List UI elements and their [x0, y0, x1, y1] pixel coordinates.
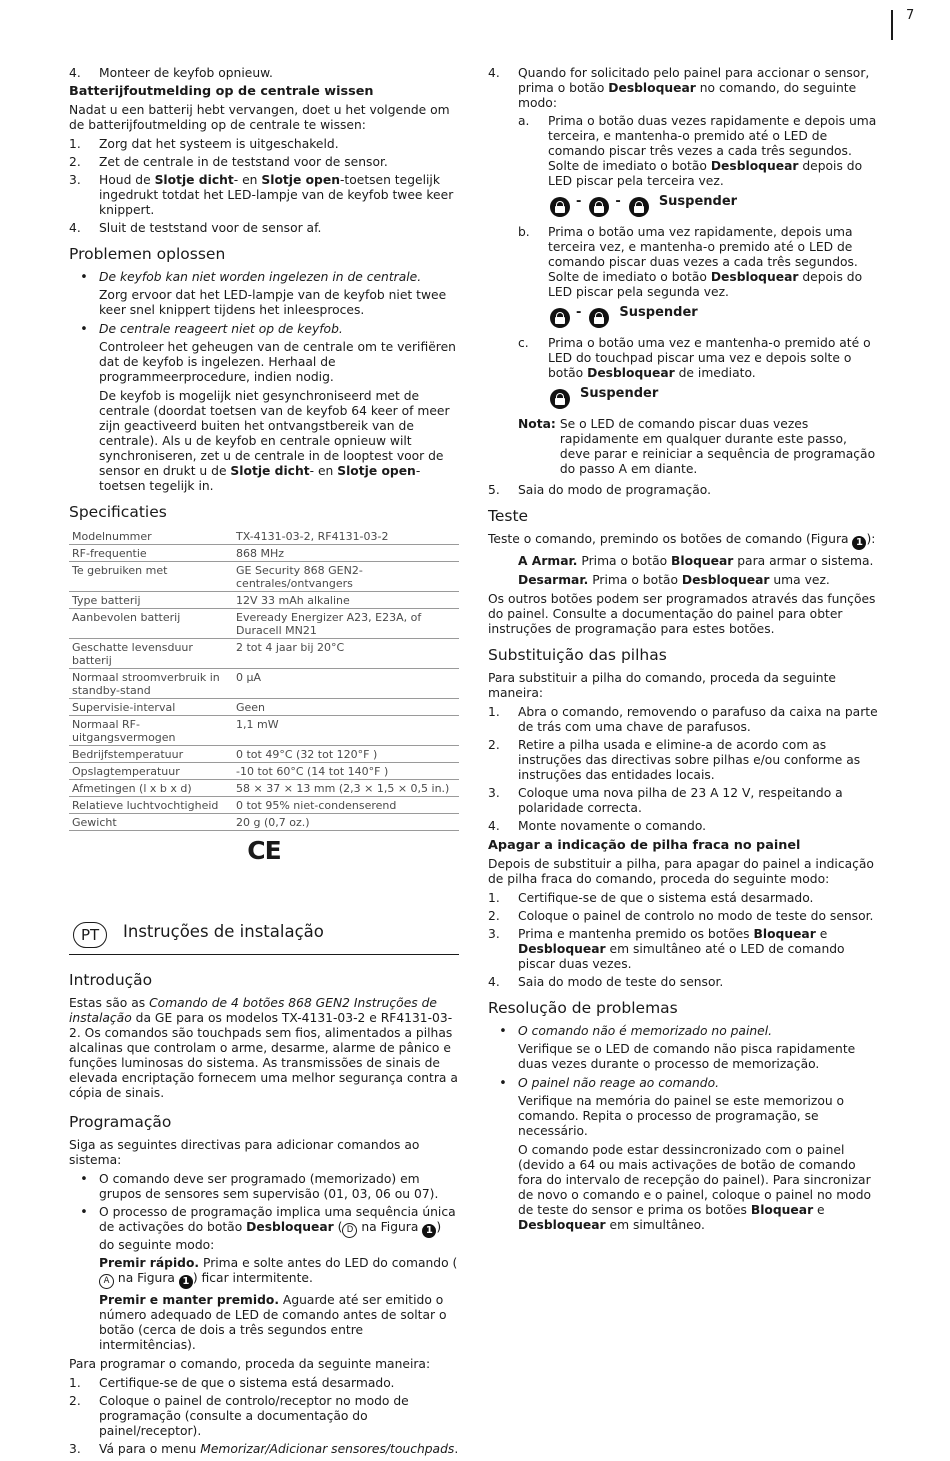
- language-section-header: [69, 920, 459, 955]
- table-row: Gewicht 20 g (0,7 oz.): [69, 814, 459, 831]
- unlock-icon: [629, 197, 649, 217]
- bullet-item: • De keyfob kan niet worden ingelezen in de centrale.: [69, 270, 459, 285]
- paragraph: Controleer het geheugen van de centrale om te verifiëren dat de keyfob is ingelezen. Herhaal de programmeerprocedure, indien nodig.: [99, 340, 456, 384]
- button-sequence: - Suspender: [550, 308, 878, 328]
- paragraph: De keyfob is mogelijk niet gesynchroniseerd met de centrale (doordat toetsen van de keyfob 64 keer of meer zijn geactiveerd buiten het ontvangstbereik van de centrale). Als u de keyfob en centrale opnieuw wilt synchroniseren, zet u de centrale in de looptest voor de sensor en drukt u de Slotje dicht- en Slotje open-toetsen tegelijk in.: [99, 389, 450, 493]
- paragraph: Estas são as Comando de 4 botões 868 GEN2 Instruções de instalação da GE para os modelos TX-4131-03-2 e RF4131-03-2. Os comandos são touchpads sem fios, alimentados a pilhas alcalinas que controlam o arme, desarme, alarme de pânico e funções luminosas do sistema. As transmissões de sinais de elevada encriptação fornecem uma melhor segurança contra a cópia de sinais.: [69, 996, 458, 1100]
- list-item: 3. Vá para o menu Memorizar/Adicionar sensores/touchpads.: [69, 1442, 459, 1456]
- section-heading: Introdução: [69, 971, 153, 989]
- list-item: 2. Coloque o painel de controlo no modo de teste do sensor.: [488, 909, 874, 923]
- list-item: 1. Certifique-se de que o sistema está desarmado.: [488, 891, 814, 905]
- paragraph: Os outros botões podem ser programados através das funções do painel. Consulte a documentação do painel para obter instruções de programação para estes botões.: [488, 592, 876, 636]
- ordered-list: [69, 1376, 459, 1457]
- figure-1-icon: 1: [422, 1224, 436, 1238]
- list-item: 5. Saia do modo de programação.: [488, 483, 711, 497]
- paragraph: Zorg ervoor dat het LED-lampje van de keyfob niet twee keer snel knippert tijdens het inleesproces.: [99, 288, 447, 317]
- table-row: RF-frequentie 868 MHz: [69, 545, 459, 562]
- ordered-list: [488, 705, 878, 834]
- ordered-list: [488, 891, 878, 990]
- table-row: Supervisie-interval Geen: [69, 699, 459, 716]
- bullet-icon: •: [499, 1024, 507, 1039]
- paragraph: Nadat u een batterij hebt vervangen, doet u het volgende om de batterijfoutmelding op de centrale te wissen:: [69, 103, 450, 132]
- callout-d-icon: D: [342, 1223, 357, 1238]
- ce-mark-icon: CE: [247, 836, 281, 865]
- bullet-icon: •: [80, 270, 88, 285]
- section-title: Instruções de instalação: [123, 922, 324, 941]
- table-row: Normaal stroomverbruik in standby-stand 0 µA: [69, 669, 459, 699]
- list-item: 2. Retire a pilha usada e elimine-a de acordo com as instruções das directivas sobre pilhas e/ou conforme as instruções das entidades locais.: [488, 738, 861, 782]
- note: Nota: Se o LED de comando piscar duas vezes rapidamente em qualquer durante este passo, deve parar e reiniciar a sequência de programação do passo A em diante.: [518, 417, 876, 476]
- list-item: a. Prima o botão duas vezes rapidamente e depois uma terceira, e mantenha-o premido até o LED de comando piscar três vezes a cada três segundos. Solte de imediato o botão Desbloquear depois do LED piscar pela terceira vez.: [518, 114, 877, 188]
- table-row: Relatieve luchtvochtigheid 0 tot 95% niet-condenserend: [69, 797, 459, 814]
- button-sequence: - - Suspender: [550, 197, 878, 217]
- bullet-icon: •: [80, 322, 88, 337]
- list-item: 3. Coloque uma nova pilha de 23 A 12 V, respeitando a polaridade correcta.: [488, 786, 843, 815]
- table-row: Afmetingen (l x b x d) 58 × 37 × 13 mm (2,3 × 1,5 × 0,5 in.): [69, 780, 459, 797]
- paragraph: Verifique na memória do painel se este memorizou o comando. Repita o processo de programação, se necessário.: [518, 1094, 845, 1138]
- section-heading: Programação: [69, 1113, 172, 1131]
- section-heading: Resolução de problemas: [488, 999, 678, 1017]
- unlock-icon: [550, 308, 570, 328]
- bullet-item: • O painel não reage ao comando.: [488, 1076, 878, 1091]
- figure-1-icon: 1: [179, 1275, 193, 1289]
- paragraph: O comando pode estar dessincronizado com o painel (devido a 64 ou mais activações de botão de comando fora do intervalo de recepção do painel). Para sincronizar de novo o comando e o painel, coloque o painel no modo de teste do sensor e prima os botões Bloquear e Desbloquear em simultâneo.: [518, 1143, 872, 1232]
- list-item: 2. Zet de centrale in de teststand voor de sensor.: [69, 155, 388, 169]
- list-item: 4. Quando for solicitado pelo painel para accionar o sensor, prima o botão Desbloquear no comando, do seguinte modo:: [488, 66, 870, 110]
- list-item: 4. Saia do modo de teste do sensor.: [488, 975, 724, 989]
- list-item: 3. Houd de Slotje dicht- en Slotje open-toetsen tegelijk ingedrukt totdat het LED-lampje van de keyfob twee keer knippert.: [69, 173, 454, 217]
- table-row: Bedrijfstemperatuur 0 tot 49°C (32 tot 120°F ): [69, 746, 459, 763]
- list-item: 1. Zorg dat het systeem is uitgeschakeld.: [69, 137, 339, 151]
- paragraph: A Armar. Prima o botão Bloquear para armar o sistema.: [518, 554, 874, 568]
- page-number: 7: [906, 8, 915, 23]
- bullet-item: • De centrale reageert niet op de keyfob.: [69, 322, 459, 337]
- table-row: Opslagtemperatuur -10 tot 60°C (14 tot 140°F ): [69, 763, 459, 780]
- ordered-list: [69, 137, 459, 236]
- table-row: Modelnummer TX-4131-03-2, RF4131-03-2: [69, 528, 459, 545]
- bullet-item: • O comando deve ser programado (memorizado) em grupos de sensores sem supervisão (01, 03, 06 ou 07).: [69, 1172, 459, 1202]
- section-heading: Teste: [488, 507, 529, 525]
- list-item: 3. Prima e mantenha premido os botões Bloquear e Desbloquear em simultâneo até o LED de comando piscar duas vezes.: [488, 927, 845, 971]
- list-item: 4. Monte novamente o comando.: [488, 819, 707, 833]
- section-heading: Specificaties: [69, 503, 167, 521]
- list-item: c. Prima o botão uma vez e mantenha-o premido até o LED do touchpad piscar uma vez e depois solte o botão Desbloquear de imediato.: [518, 336, 871, 380]
- table-row: Normaal RF-uitgangsvermogen 1,1 mW: [69, 716, 459, 746]
- list-item: 4. Sluit de teststand voor de sensor af.: [69, 221, 322, 235]
- list-item: 4. Monteer de keyfob opnieuw.: [69, 66, 273, 80]
- paragraph: Teste o comando, premindo os botões de comando (Figura 1 ):: [488, 532, 876, 548]
- button-sequence: Suspender: [550, 389, 878, 409]
- right-column: [488, 66, 878, 1237]
- unlock-icon: [550, 197, 570, 217]
- bullet-icon: •: [80, 1205, 88, 1220]
- bullet-icon: •: [499, 1076, 507, 1091]
- section-heading: Substituição das pilhas: [488, 646, 667, 664]
- list-item: b. Prima o botão uma vez rapidamente, depois uma terceira vez, e mantenha-o premido até o LED de comando piscar duas vezes a cada três segundos. Solte de imediato o botão Desbloquear depois do LED piscar pela segunda vez.: [518, 225, 863, 299]
- table-row: Type batterij 12V 33 mAh alkaline: [69, 592, 459, 609]
- paragraph: Verifique se o LED de comando não pisca rapidamente duas vezes durante o processo de memorização.: [518, 1042, 856, 1071]
- left-column: [69, 66, 459, 1461]
- header-rule: [891, 10, 893, 40]
- paragraph: Desarmar. Prima o botão Desbloquear uma vez.: [518, 573, 830, 587]
- table-row: Aanbevolen batterij Eveready Energizer A23, E23A, of Duracell MN21: [69, 609, 459, 639]
- table-row: Te gebruiken met GE Security 868 GEN2-centrales/ontvangers: [69, 562, 459, 592]
- section-heading: Problemen oplossen: [69, 245, 226, 263]
- paragraph: Para substituir a pilha do comando, proceda da seguinte maneira:: [488, 671, 836, 700]
- paragraph: Premir e manter premido. Aguarde até ser emitido o número adequado de LED de comando antes de soltar o botão (cerca de dois a três segundos entre intermitências).: [99, 1293, 447, 1352]
- unlock-icon: [589, 308, 609, 328]
- bullet-icon: •: [80, 1172, 88, 1187]
- spec-table: [69, 528, 459, 831]
- paragraph: Para programar o comando, proceda da seguinte maneira:: [69, 1357, 431, 1371]
- section-heading: Apagar a indicação de pilha fraca no painel: [488, 838, 801, 853]
- list-item: 2. Coloque o painel de controlo/receptor no modo de programação (consulte a documentação do painel/receptor).: [69, 1394, 409, 1438]
- bullet-item: • O processo de programação implica uma sequência única de activações do botão Desbloquear ( D na Figura 1 ) do seguinte modo:: [69, 1205, 459, 1253]
- list-item: 1. Abra o comando, removendo o parafuso da caixa na parte de trás com uma chave de parafusos.: [488, 705, 878, 734]
- unlock-icon: [589, 197, 609, 217]
- bullet-item: • O comando não é memorizado no painel.: [488, 1024, 878, 1039]
- paragraph: Depois de substituir a pilha, para apagar do painel a indicação de pilha fraca do comando, proceda do seguinte modo:: [488, 857, 874, 886]
- section-heading: Batterijfoutmelding op de centrale wissen: [69, 84, 374, 99]
- paragraph: Premir rápido. Prima e solte antes do LED do comando (A na Figura 1 ) ficar intermitente.: [99, 1256, 458, 1287]
- paragraph: Siga as seguintes directivas para adicionar comandos ao sistema:: [69, 1138, 420, 1167]
- list-item: 1. Certifique-se de que o sistema está desarmado.: [69, 1376, 395, 1390]
- figure-1-icon: 1: [852, 536, 866, 550]
- unlock-icon: [550, 389, 570, 409]
- table-row: Geschatte levensduur batterij 2 tot 4 jaar bij 20°C: [69, 639, 459, 669]
- callout-a-icon: A: [99, 1274, 114, 1289]
- language-badge: PT: [73, 922, 107, 948]
